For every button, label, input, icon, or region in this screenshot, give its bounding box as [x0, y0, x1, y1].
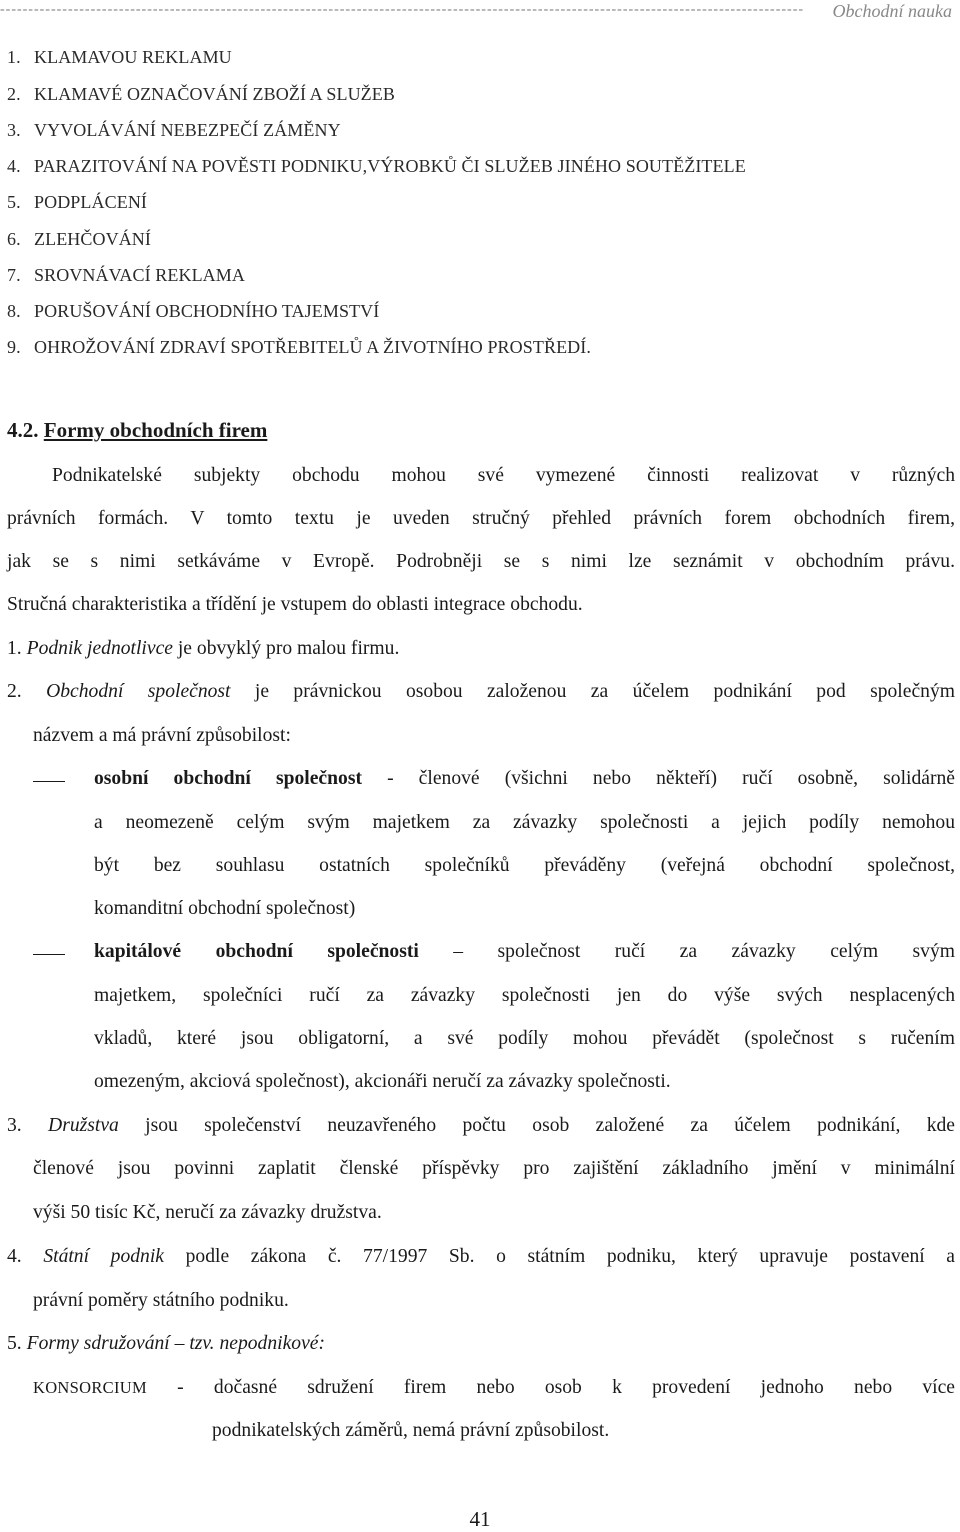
- paragraph-line: majetkem, společníci ručí za závazky společnosti jen do výše svých nesplacených: [94, 985, 955, 1006]
- paragraph-line: a neomezeně celým svým majetkem za závazky společnosti a jejich podíly nemohou: [94, 812, 955, 833]
- sub-item: kapitálové obchodní společnosti – společnost ručí za závazky celým svým: [94, 941, 956, 962]
- dash-bullet: [33, 954, 65, 955]
- page-header: [0, 2, 960, 24]
- section-number: 4.2.: [7, 418, 39, 442]
- paragraph-line: vkladů, které jsou obligatorní, a své podíly mohou převádět (společnost s ručením: [94, 1028, 955, 1049]
- page-number: 41: [469, 1507, 491, 1531]
- list-item: 7. SROVNÁVACÍ REKLAMA: [7, 265, 245, 285]
- list-item: 3. VYVOLÁVÁNÍ NEBEZPEČÍ ZÁMĚNY: [7, 120, 341, 140]
- paragraph-line: členové jsou povinni zaplatit členské příspěvky pro zajištění základního jmění v minimální: [33, 1158, 955, 1179]
- paragraph-line: právních formách. V tomto textu je uveden stručný přehled právních forem obchodních firem,: [7, 508, 955, 529]
- paragraph-line: jak se s nimi setkáváme v Evropě. Podrobněji se s nimi lze seznámit v obchodním právu.: [7, 551, 955, 572]
- sub-item: osobní obchodní společnost - členové (všichni nebo někteří) ručí osobně, solidárně: [94, 768, 955, 789]
- list-item: 2. KLAMAVÉ OZNAČOVÁNÍ ZBOŽÍ A SLUŽEB: [7, 84, 395, 104]
- header-title: Obchodní nauka: [827, 2, 952, 22]
- list-item: 5. PODPLÁCENÍ: [7, 192, 148, 212]
- paragraph-line: Stručná charakteristika a třídění je vstupem do oblasti integrace obchodu.: [7, 594, 583, 615]
- paragraph-line: právní poměry státního podniku.: [33, 1290, 289, 1311]
- numbered-item: 1. Podnik jednotlivce je obvyklý pro malou firmu.: [7, 638, 400, 659]
- paragraph-line: názvem a má právní způsobilost:: [33, 725, 291, 746]
- section-heading: [7, 418, 267, 443]
- list-item: 1. KLAMAVOU REKLAMU: [7, 47, 232, 67]
- paragraph-line: podnikatelských záměrů, nemá právní způsobilost.: [212, 1420, 610, 1441]
- konsorcium-definition: KONSORCIUM - dočasné sdružení firem nebo osob k provedení jednoho nebo více: [33, 1377, 955, 1398]
- section-title: Formy obchodních firem: [43, 418, 268, 442]
- paragraph-line: komanditní obchodní společnost): [94, 898, 356, 919]
- numbered-item: 4. Státní podnik podle zákona č. 77/1997 Sb. o státním podniku, který upravuje postavení a: [7, 1246, 955, 1267]
- numbered-item: 5. Formy sdružování – tzv. nepodnikové:: [7, 1333, 325, 1354]
- numbered-item: 2. Obchodní společnost je právnickou osobou založenou za účelem podnikání pod společným: [7, 681, 955, 702]
- dash-bullet: [33, 781, 65, 782]
- list-item: 6. ZLEHČOVÁNÍ: [7, 229, 151, 249]
- list-item: 4. PARAZITOVÁNÍ NA POVĚSTI PODNIKU,VÝROBKŮ ČI SLUŽEB JINÉHO SOUTĚŽITELE: [7, 156, 746, 176]
- paragraph-line: být bez souhlasu ostatních společníků převáděny (veřejná obchodní společnost,: [94, 855, 955, 876]
- list-item: 8. PORUŠOVÁNÍ OBCHODNÍHO TAJEMSTVÍ: [7, 301, 380, 321]
- numbered-item: 3. Družstva jsou společenství neuzavřeného počtu osob založené za účelem podnikání, kde: [7, 1115, 955, 1136]
- paragraph-line: Podnikatelské subjekty obchodu mohou své vymezené činnosti realizovat v různých: [52, 465, 955, 486]
- list-item: 9. OHROŽOVÁNÍ ZDRAVÍ SPOTŘEBITELŮ A ŽIVOTNÍHO PROSTŘEDÍ.: [7, 337, 591, 357]
- header-rule: ----------------------------------------------------------------------------------------------------------------------------------------------: [0, 2, 805, 17]
- paragraph-line: omezeným, akciová společnost), akcionáři neručí za závazky společnosti.: [94, 1071, 671, 1092]
- paragraph-line: výši 50 tisíc Kč, neručí za závazky družstva.: [33, 1202, 382, 1223]
